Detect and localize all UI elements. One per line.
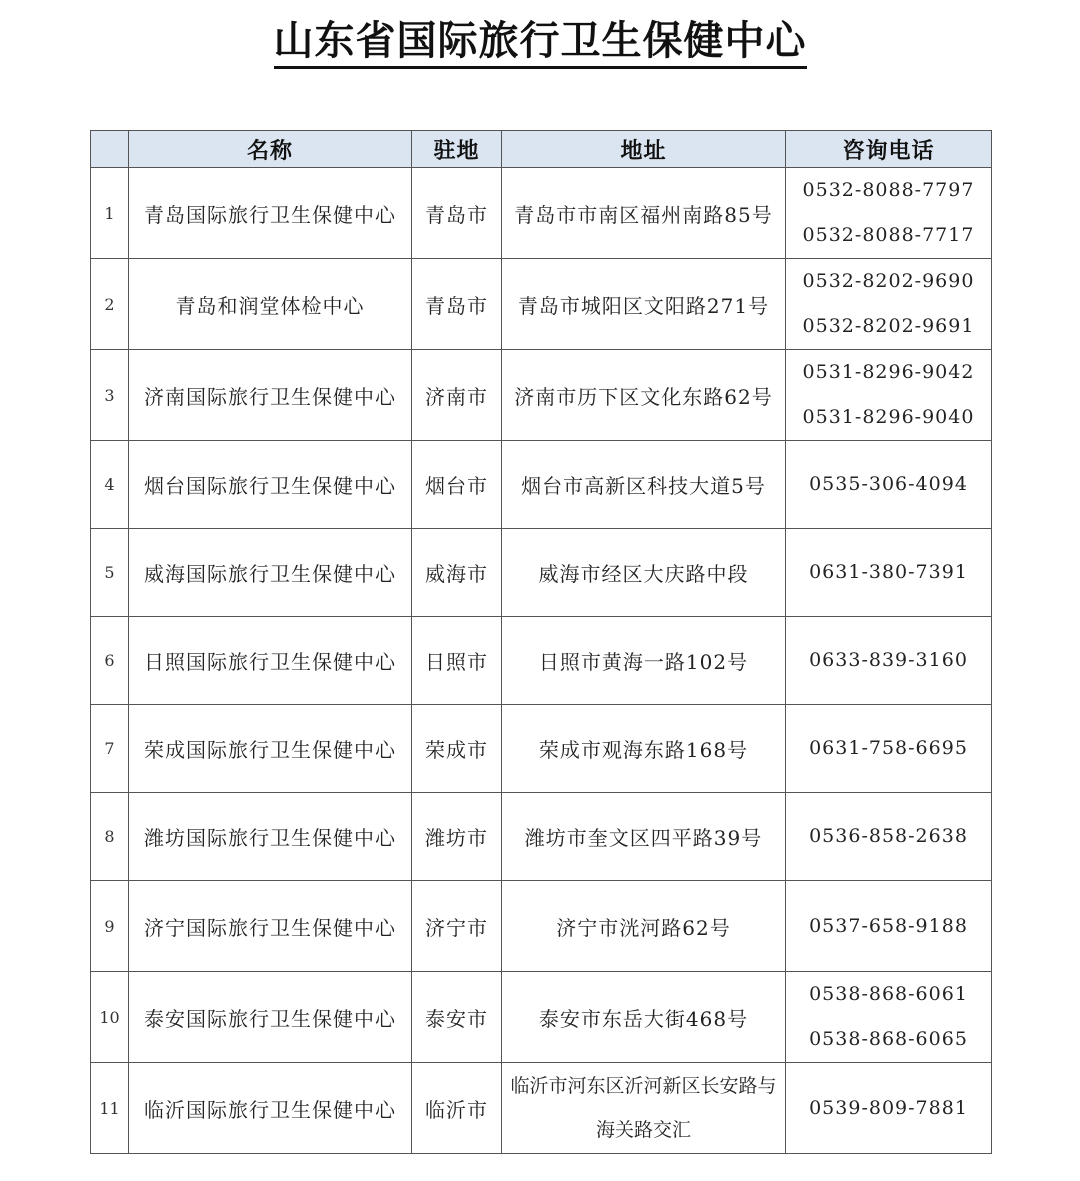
center-address bbox=[502, 972, 786, 1063]
center-phone bbox=[786, 617, 992, 705]
address-line: 威海市经区大庆路中段 bbox=[538, 562, 749, 586]
row-number: 1 bbox=[91, 168, 129, 259]
row-number: 7 bbox=[91, 705, 129, 793]
center-address bbox=[502, 881, 786, 972]
center-phone bbox=[786, 881, 992, 972]
phone-number: 0537-658-9188 bbox=[809, 914, 968, 937]
center-phone bbox=[786, 972, 992, 1063]
center-address bbox=[502, 793, 786, 881]
phone-number: 0536-858-2638 bbox=[809, 825, 968, 847]
row-number: 8 bbox=[91, 793, 129, 881]
center-phone bbox=[786, 1063, 992, 1154]
header-address: 地址 bbox=[502, 131, 786, 168]
center-city: 泰安市 bbox=[412, 972, 502, 1063]
center-address bbox=[502, 617, 786, 705]
table-row bbox=[91, 793, 992, 881]
phone-number: 0538-868-6061 bbox=[809, 983, 968, 1005]
address-line: 青岛市城阳区文阳路271号 bbox=[517, 293, 770, 318]
center-address bbox=[502, 350, 786, 441]
header-no bbox=[91, 131, 129, 168]
row-number: 9 bbox=[91, 881, 129, 972]
row-number: 6 bbox=[91, 617, 129, 705]
address-line: 潍坊市奎文区四平路39号 bbox=[524, 826, 763, 850]
address-line: 济南市历下区文化东路62号 bbox=[514, 384, 773, 409]
center-city: 青岛市 bbox=[412, 259, 502, 350]
center-city: 荣成市 bbox=[412, 705, 502, 793]
page-title-text: 山东省国际旅行卫生保健中心 bbox=[274, 18, 807, 69]
table-row bbox=[91, 529, 992, 617]
phone-number: 0631-758-6695 bbox=[809, 737, 968, 759]
table-row bbox=[91, 617, 992, 705]
center-name: 济宁国际旅行卫生保健中心 bbox=[129, 881, 412, 972]
centers-table bbox=[90, 130, 992, 1154]
center-name: 威海国际旅行卫生保健中心 bbox=[129, 529, 412, 617]
phone-number: 0535-306-4094 bbox=[809, 473, 968, 495]
header-phone: 咨询电话 bbox=[786, 131, 992, 168]
center-name: 青岛和润堂体检中心 bbox=[129, 259, 412, 350]
table-row bbox=[91, 972, 992, 1063]
row-number: 3 bbox=[91, 350, 129, 441]
table-row bbox=[91, 705, 992, 793]
row-number: 5 bbox=[91, 529, 129, 617]
center-phone bbox=[786, 168, 992, 259]
phone-number: 0532-8202-9691 bbox=[802, 315, 975, 337]
center-city: 青岛市 bbox=[412, 168, 502, 259]
address-line: 海关路交汇 bbox=[595, 1119, 691, 1141]
phone-number: 0532-8202-9690 bbox=[802, 270, 975, 292]
address-line: 日照市黄海一路102号 bbox=[538, 650, 749, 674]
center-address bbox=[502, 259, 786, 350]
phone-number: 0539-809-7881 bbox=[809, 1096, 968, 1119]
page-title bbox=[0, 14, 1080, 68]
address-line: 济宁市洸河路62号 bbox=[556, 915, 731, 940]
row-number: 11 bbox=[91, 1063, 129, 1154]
center-city: 日照市 bbox=[412, 617, 502, 705]
center-phone bbox=[786, 793, 992, 881]
center-address bbox=[502, 705, 786, 793]
header-name: 名称 bbox=[129, 131, 412, 168]
address-line: 泰安市东岳大街468号 bbox=[538, 1006, 749, 1031]
table-row bbox=[91, 881, 992, 972]
table-row bbox=[91, 168, 992, 259]
row-number: 10 bbox=[91, 972, 129, 1063]
center-phone bbox=[786, 705, 992, 793]
center-name: 临沂国际旅行卫生保健中心 bbox=[129, 1063, 412, 1154]
center-address bbox=[502, 1063, 786, 1154]
phone-number: 0532-8088-7717 bbox=[802, 224, 975, 246]
table-header-row bbox=[91, 131, 992, 168]
center-phone bbox=[786, 350, 992, 441]
center-phone bbox=[786, 259, 992, 350]
center-city: 临沂市 bbox=[412, 1063, 502, 1154]
phone-number: 0531-8296-9042 bbox=[802, 361, 975, 383]
table-row bbox=[91, 1063, 992, 1154]
phone-number: 0631-380-7391 bbox=[809, 561, 968, 583]
table-row bbox=[91, 350, 992, 441]
center-phone bbox=[786, 441, 992, 529]
table-row bbox=[91, 441, 992, 529]
center-name: 日照国际旅行卫生保健中心 bbox=[129, 617, 412, 705]
center-city: 潍坊市 bbox=[412, 793, 502, 881]
center-city: 烟台市 bbox=[412, 441, 502, 529]
row-number: 4 bbox=[91, 441, 129, 529]
center-city: 济宁市 bbox=[412, 881, 502, 972]
center-name: 济南国际旅行卫生保健中心 bbox=[129, 350, 412, 441]
address-line: 临沂市河东区沂河新区长安路与 bbox=[510, 1075, 777, 1097]
phone-number: 0531-8296-9040 bbox=[802, 406, 975, 428]
table-body bbox=[91, 168, 992, 1154]
center-name: 泰安国际旅行卫生保健中心 bbox=[129, 972, 412, 1063]
center-address bbox=[502, 529, 786, 617]
center-name: 烟台国际旅行卫生保健中心 bbox=[129, 441, 412, 529]
center-name: 潍坊国际旅行卫生保健中心 bbox=[129, 793, 412, 881]
center-address bbox=[502, 441, 786, 529]
phone-number: 0633-839-3160 bbox=[809, 649, 968, 671]
center-city: 威海市 bbox=[412, 529, 502, 617]
phone-number: 0538-868-6065 bbox=[809, 1028, 968, 1050]
center-name: 青岛国际旅行卫生保健中心 bbox=[129, 168, 412, 259]
center-phone bbox=[786, 529, 992, 617]
row-number: 2 bbox=[91, 259, 129, 350]
center-address bbox=[502, 168, 786, 259]
phone-number: 0532-8088-7797 bbox=[802, 179, 975, 201]
center-name: 荣成国际旅行卫生保健中心 bbox=[129, 705, 412, 793]
address-line: 荣成市观海东路168号 bbox=[538, 738, 749, 762]
center-city: 济南市 bbox=[412, 350, 502, 441]
table-row bbox=[91, 259, 992, 350]
address-line: 烟台市高新区科技大道5号 bbox=[521, 474, 766, 498]
address-line: 青岛市市南区福州南路85号 bbox=[514, 202, 773, 227]
header-city: 驻地 bbox=[412, 131, 502, 168]
